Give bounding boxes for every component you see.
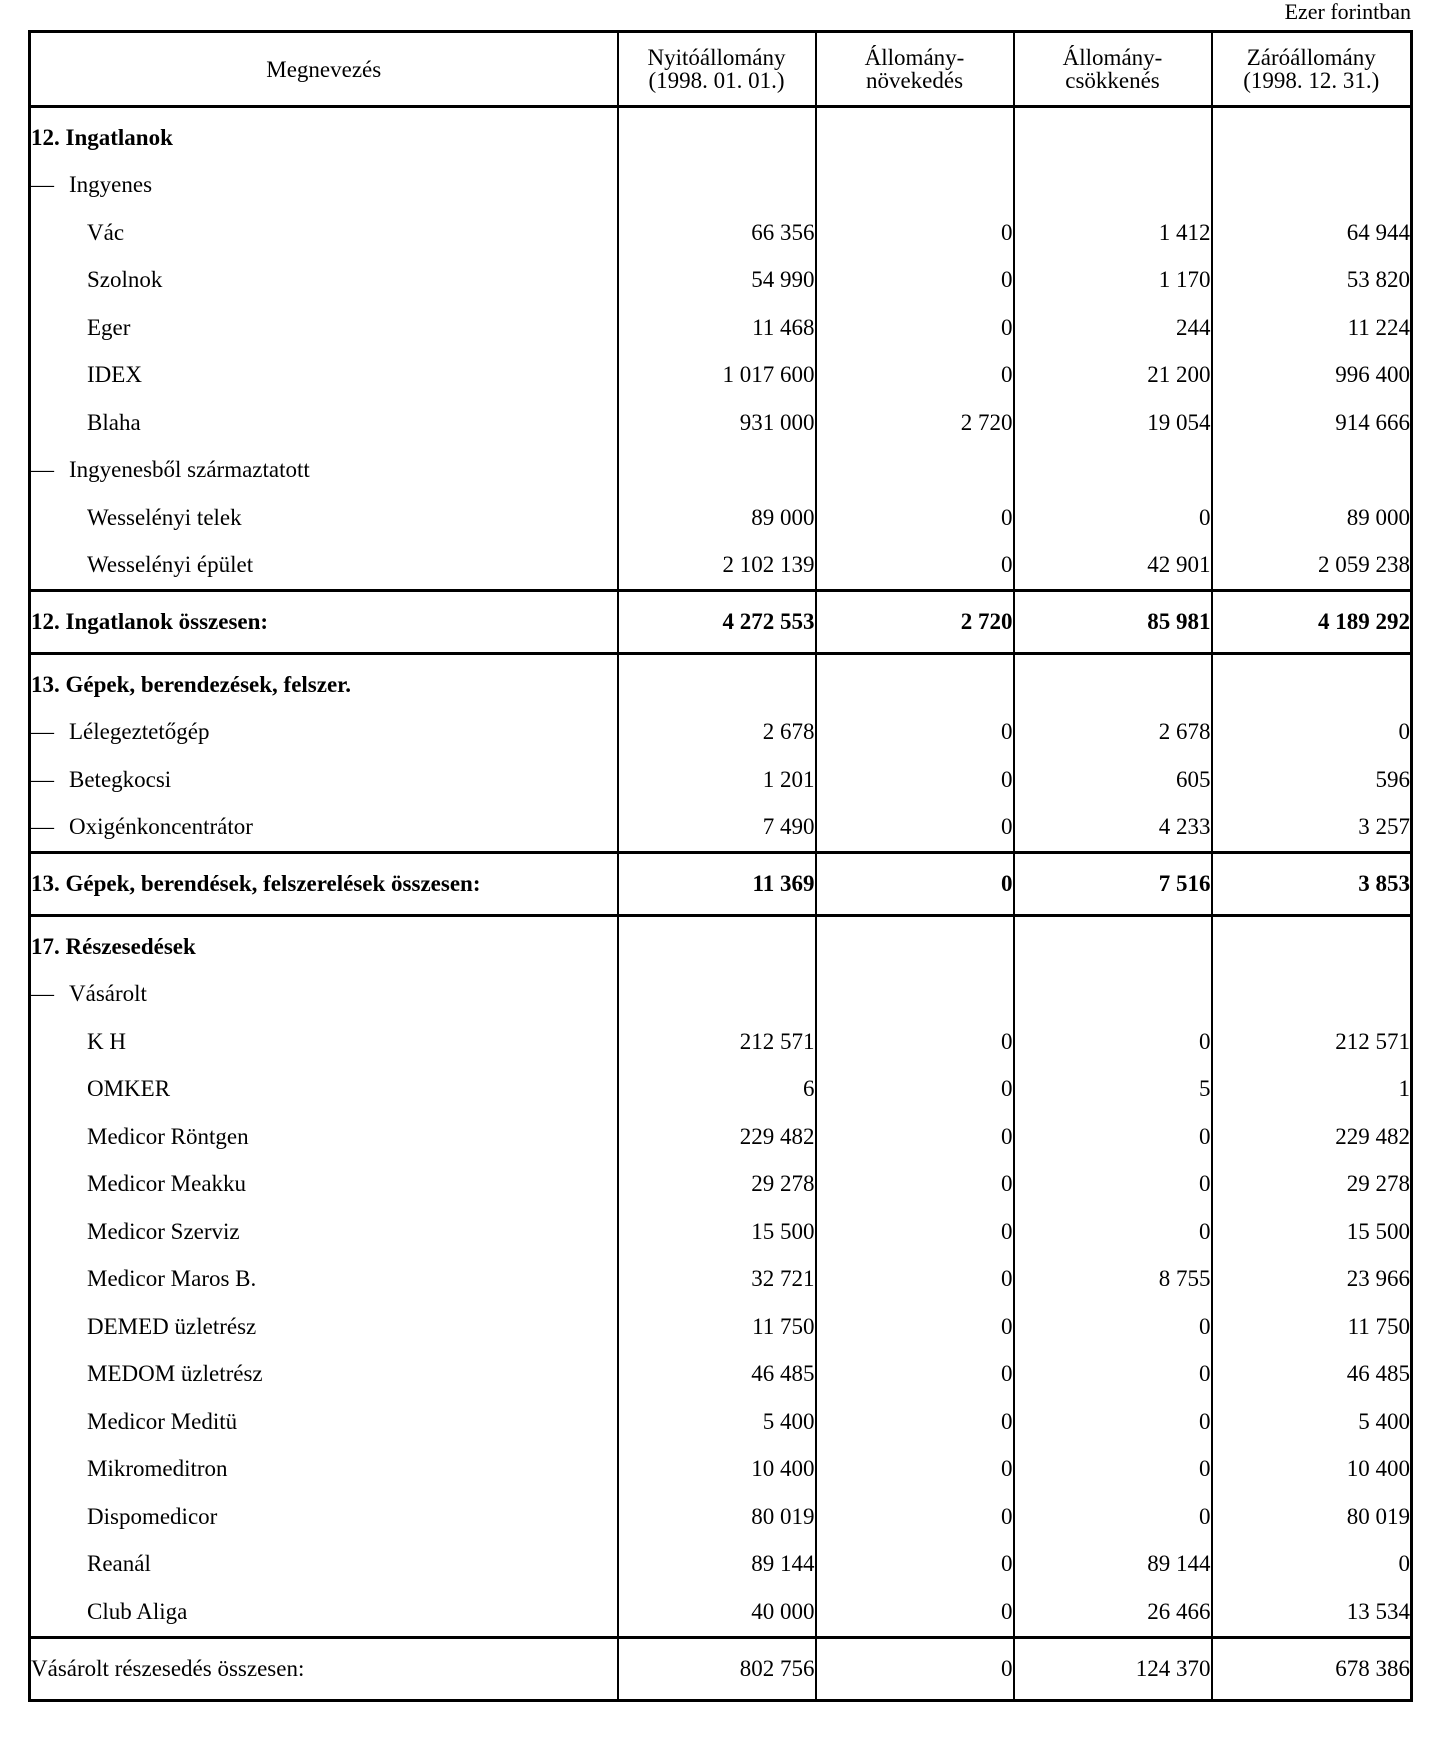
- row-name-cell: [30, 162, 618, 210]
- cell-closing: [1212, 162, 1412, 210]
- cell-decrease: 0: [1014, 1493, 1212, 1541]
- row-name-cell: [30, 1256, 618, 1304]
- table-row: [30, 1351, 1412, 1399]
- cell-closing: 80 019: [1212, 1493, 1412, 1541]
- cell-decrease: [1014, 971, 1212, 1019]
- table-row: [30, 709, 1412, 757]
- header-opening-line1: Nyitóállomány: [647, 45, 786, 70]
- cell-decrease: 244: [1014, 304, 1212, 352]
- cell-decrease: 0: [1014, 1161, 1212, 1209]
- section-row: [30, 107, 1412, 162]
- cell-closing: 212 571: [1212, 1018, 1412, 1066]
- table-row: [30, 1398, 1412, 1446]
- header-closing: [1212, 32, 1412, 107]
- cell-decrease: 0: [1014, 1446, 1212, 1494]
- cell-decrease: 605: [1014, 756, 1212, 804]
- cell-opening: 40 000: [618, 1588, 816, 1637]
- cell-opening: 11 468: [618, 304, 816, 352]
- row-name: Blaha: [87, 409, 141, 435]
- cell-opening: 46 485: [618, 1351, 816, 1399]
- row-name-cell: [30, 1637, 618, 1700]
- cell-opening: 802 756: [618, 1637, 816, 1700]
- cell-decrease: 4 233: [1014, 804, 1212, 853]
- cell-closing: 29 278: [1212, 1161, 1412, 1209]
- cell-decrease: 0: [1014, 1113, 1212, 1161]
- cell-closing: 11 224: [1212, 304, 1412, 352]
- row-name-cell: [30, 352, 618, 400]
- row-name-cell: [30, 853, 618, 916]
- cell-closing: 23 966: [1212, 1256, 1412, 1304]
- cell-closing: [1212, 447, 1412, 495]
- header-increase-line2: növekedés: [865, 68, 964, 93]
- row-name: Mikromeditron: [87, 1456, 228, 1482]
- cell-increase: 0: [816, 304, 1014, 352]
- unit-label: Ezer forintban: [1284, 0, 1411, 24]
- cell-closing: 5 400: [1212, 1398, 1412, 1446]
- cell-increase: [816, 654, 1014, 709]
- row-name-cell: [30, 1588, 618, 1637]
- row-name-cell: [30, 756, 618, 804]
- row-name-cell: [30, 209, 618, 257]
- table-row: [30, 542, 1412, 591]
- table-row: [30, 1588, 1412, 1637]
- cell-closing: 0: [1212, 709, 1412, 757]
- cell-opening: 32 721: [618, 1256, 816, 1304]
- table-row: [30, 494, 1412, 542]
- cell-decrease: 1 170: [1014, 257, 1212, 305]
- cell-increase: 0: [816, 756, 1014, 804]
- table-row: [30, 257, 1412, 305]
- cell-increase: [816, 107, 1014, 162]
- dash-marker: —: [31, 981, 54, 1007]
- cell-opening: [618, 107, 816, 162]
- cell-opening: 6: [618, 1066, 816, 1114]
- cell-opening: [618, 916, 816, 971]
- cell-increase: 0: [816, 1161, 1014, 1209]
- cell-opening: 11 369: [618, 853, 816, 916]
- row-name: Lélegeztetőgép: [69, 719, 210, 745]
- cell-increase: 0: [816, 209, 1014, 257]
- cell-opening: [618, 447, 816, 495]
- cell-decrease: 0: [1014, 1208, 1212, 1256]
- table-row: [30, 209, 1412, 257]
- cell-closing: 678 386: [1212, 1637, 1412, 1700]
- header-name: [30, 32, 618, 107]
- cell-decrease: 26 466: [1014, 1588, 1212, 1637]
- cell-increase: [816, 162, 1014, 210]
- dash-marker: —: [31, 719, 54, 745]
- row-name-cell: [30, 304, 618, 352]
- cell-opening: 212 571: [618, 1018, 816, 1066]
- row-name-cell: [30, 916, 618, 971]
- row-name-cell: [30, 971, 618, 1019]
- cell-increase: 0: [816, 352, 1014, 400]
- cell-increase: [816, 916, 1014, 971]
- row-name: Vásárolt: [69, 981, 147, 1007]
- cell-closing: [1212, 971, 1412, 1019]
- row-name-cell: [30, 447, 618, 495]
- row-name-cell: [30, 1161, 618, 1209]
- cell-closing: 0: [1212, 1541, 1412, 1589]
- cell-decrease: 0: [1014, 1351, 1212, 1399]
- row-name-cell: [30, 1398, 618, 1446]
- cell-increase: 0: [816, 542, 1014, 591]
- header-increase: [816, 32, 1014, 107]
- table-row: [30, 1066, 1412, 1114]
- cell-opening: [618, 971, 816, 1019]
- cell-opening: 4 272 553: [618, 591, 816, 654]
- row-name-cell: [30, 399, 618, 447]
- row-name: Club Aliga: [87, 1598, 188, 1624]
- row-name-cell: [30, 591, 618, 654]
- cell-opening: 2 102 139: [618, 542, 816, 591]
- cell-increase: 0: [816, 1446, 1014, 1494]
- cell-decrease: [1014, 447, 1212, 495]
- row-name-cell: [30, 1113, 618, 1161]
- cell-opening: 10 400: [618, 1446, 816, 1494]
- cell-closing: 596: [1212, 756, 1412, 804]
- cell-increase: 2 720: [816, 591, 1014, 654]
- row-name-cell: [30, 107, 618, 162]
- cell-increase: 0: [816, 1256, 1014, 1304]
- cell-increase: 0: [816, 1493, 1014, 1541]
- cell-increase: 0: [816, 804, 1014, 853]
- total-row: [30, 853, 1412, 916]
- cell-decrease: [1014, 654, 1212, 709]
- table-row: [30, 756, 1412, 804]
- row-name: Medicor Szerviz: [87, 1218, 240, 1244]
- table-row: [30, 1256, 1412, 1304]
- header-closing-line2: (1998. 12. 31.): [1243, 68, 1380, 93]
- cell-decrease: [1014, 162, 1212, 210]
- cell-opening: 2 678: [618, 709, 816, 757]
- cell-closing: 229 482: [1212, 1113, 1412, 1161]
- cell-closing: 914 666: [1212, 399, 1412, 447]
- table-row: [30, 1161, 1412, 1209]
- header-decrease-line1: Állomány-: [1062, 45, 1163, 70]
- cell-opening: 89 144: [618, 1541, 816, 1589]
- cell-opening: [618, 162, 816, 210]
- row-name: Dispomedicor: [87, 1503, 218, 1529]
- cell-decrease: [1014, 916, 1212, 971]
- row-name: MEDOM üzletrész: [87, 1361, 263, 1387]
- cell-opening: 1 017 600: [618, 352, 816, 400]
- cell-increase: 0: [816, 257, 1014, 305]
- cell-closing: 10 400: [1212, 1446, 1412, 1494]
- cell-closing: [1212, 654, 1412, 709]
- row-name: Oxigénkoncentrátor: [69, 814, 253, 840]
- cell-opening: 229 482: [618, 1113, 816, 1161]
- cell-decrease: 2 678: [1014, 709, 1212, 757]
- cell-closing: 996 400: [1212, 352, 1412, 400]
- cell-opening: 1 201: [618, 756, 816, 804]
- cell-closing: 46 485: [1212, 1351, 1412, 1399]
- cell-decrease: 0: [1014, 494, 1212, 542]
- row-name: Ingyenes: [69, 172, 153, 198]
- row-name: Medicor Maros B.: [87, 1266, 257, 1292]
- cell-decrease: 0: [1014, 1398, 1212, 1446]
- row-name: Reanál: [87, 1551, 151, 1577]
- cell-opening: 15 500: [618, 1208, 816, 1256]
- dash-marker: —: [31, 172, 54, 198]
- cell-increase: 0: [816, 709, 1014, 757]
- header-opening-line2: (1998. 01. 01.): [648, 68, 785, 93]
- cell-increase: 0: [816, 1066, 1014, 1114]
- row-name-cell: [30, 1208, 618, 1256]
- row-name: 13. Gépek, berendezések, felszer.: [31, 671, 352, 697]
- table-row: [30, 447, 1412, 495]
- header-row: [30, 32, 1412, 107]
- cell-decrease: 21 200: [1014, 352, 1212, 400]
- cell-closing: 3 257: [1212, 804, 1412, 853]
- header-increase-line1: Állomány-: [864, 45, 965, 70]
- row-name: 12. Ingatlanok: [31, 124, 173, 150]
- table-row: [30, 162, 1412, 210]
- cell-closing: 89 000: [1212, 494, 1412, 542]
- cell-closing: 2 059 238: [1212, 542, 1412, 591]
- cell-opening: 11 750: [618, 1303, 816, 1351]
- cell-increase: [816, 971, 1014, 1019]
- total-row: [30, 1637, 1412, 1700]
- cell-opening: 66 356: [618, 209, 816, 257]
- cell-decrease: 0: [1014, 1018, 1212, 1066]
- cell-increase: 0: [816, 494, 1014, 542]
- cell-closing: 11 750: [1212, 1303, 1412, 1351]
- cell-decrease: 124 370: [1014, 1637, 1212, 1700]
- row-name-cell: [30, 804, 618, 853]
- cell-closing: 53 820: [1212, 257, 1412, 305]
- row-name-cell: [30, 1446, 618, 1494]
- cell-increase: 0: [816, 1541, 1014, 1589]
- row-name: Medicor Röntgen: [87, 1123, 249, 1149]
- row-name-cell: [30, 494, 618, 542]
- cell-increase: 0: [816, 1351, 1014, 1399]
- row-name-cell: [30, 1541, 618, 1589]
- row-name-cell: [30, 1303, 618, 1351]
- dash-marker: —: [31, 814, 54, 840]
- cell-increase: 0: [816, 1208, 1014, 1256]
- table-row: [30, 399, 1412, 447]
- cell-opening: 7 490: [618, 804, 816, 853]
- cell-increase: 0: [816, 1588, 1014, 1637]
- table-row: [30, 804, 1412, 853]
- cell-closing: 1: [1212, 1066, 1412, 1114]
- cell-opening: 29 278: [618, 1161, 816, 1209]
- row-name: Vác: [87, 219, 125, 245]
- cell-opening: 80 019: [618, 1493, 816, 1541]
- cell-decrease: 5: [1014, 1066, 1212, 1114]
- header-opening: [618, 32, 816, 107]
- cell-decrease: 85 981: [1014, 591, 1212, 654]
- cell-increase: 0: [816, 1113, 1014, 1161]
- row-name-cell: [30, 1018, 618, 1066]
- dash-marker: —: [31, 766, 54, 792]
- row-name-cell: [30, 542, 618, 591]
- cell-opening: 5 400: [618, 1398, 816, 1446]
- cell-decrease: 0: [1014, 1303, 1212, 1351]
- cell-closing: [1212, 107, 1412, 162]
- header-closing-line1: Záróállomány: [1246, 45, 1376, 70]
- table-row: [30, 1493, 1412, 1541]
- table-row: [30, 1541, 1412, 1589]
- row-name-cell: [30, 709, 618, 757]
- row-name: Vásárolt részesedés összesen:: [31, 1655, 305, 1681]
- table-row: [30, 1018, 1412, 1066]
- cell-closing: 4 189 292: [1212, 591, 1412, 654]
- row-name: Betegkocsi: [69, 766, 172, 792]
- table-row: [30, 1113, 1412, 1161]
- table-row: [30, 1446, 1412, 1494]
- row-name: Medicor Meakku: [87, 1171, 247, 1197]
- cell-increase: 0: [816, 1303, 1014, 1351]
- header-decrease: [1014, 32, 1212, 107]
- row-name: IDEX: [87, 362, 142, 388]
- row-name: Szolnok: [87, 267, 163, 293]
- row-name: Wesselényi telek: [87, 504, 242, 530]
- table-row: [30, 1208, 1412, 1256]
- cell-increase: [816, 447, 1014, 495]
- table-row: [30, 1303, 1412, 1351]
- cell-opening: 931 000: [618, 399, 816, 447]
- header-name-text: Megnevezés: [266, 56, 382, 82]
- row-name-cell: [30, 257, 618, 305]
- row-name: DEMED üzletrész: [87, 1313, 257, 1339]
- row-name-cell: [30, 654, 618, 709]
- row-name: Medicor Meditü: [87, 1408, 238, 1434]
- row-name: Eger: [87, 314, 131, 340]
- cell-decrease: 8 755: [1014, 1256, 1212, 1304]
- cell-decrease: 1 412: [1014, 209, 1212, 257]
- dash-marker: —: [31, 457, 54, 483]
- row-name-cell: [30, 1066, 618, 1114]
- row-name-cell: [30, 1493, 618, 1541]
- asset-table: [28, 30, 1413, 1702]
- cell-decrease: 19 054: [1014, 399, 1212, 447]
- cell-opening: 89 000: [618, 494, 816, 542]
- row-name: Wesselényi épület: [87, 552, 254, 578]
- cell-increase: 0: [816, 853, 1014, 916]
- total-row: [30, 591, 1412, 654]
- cell-opening: [618, 654, 816, 709]
- cell-closing: 64 944: [1212, 209, 1412, 257]
- section-row: [30, 916, 1412, 971]
- table-row: [30, 352, 1412, 400]
- cell-increase: 2 720: [816, 399, 1014, 447]
- section-row: [30, 654, 1412, 709]
- row-name: 12. Ingatlanok összesen:: [31, 609, 269, 634]
- cell-increase: 0: [816, 1398, 1014, 1446]
- row-name: K H: [87, 1028, 126, 1054]
- cell-decrease: 89 144: [1014, 1541, 1212, 1589]
- row-name: Ingyenesből származtatott: [69, 457, 310, 483]
- header-decrease-line2: csökkenés: [1065, 68, 1160, 93]
- cell-closing: 13 534: [1212, 1588, 1412, 1637]
- table-row: [30, 304, 1412, 352]
- row-name-cell: [30, 1351, 618, 1399]
- row-name: 13. Gépek, berendések, felszerelések összesen:: [31, 871, 481, 896]
- cell-closing: 15 500: [1212, 1208, 1412, 1256]
- cell-closing: [1212, 916, 1412, 971]
- cell-decrease: 42 901: [1014, 542, 1212, 591]
- cell-decrease: [1014, 107, 1212, 162]
- row-name: 17. Részesedések: [31, 933, 196, 959]
- table-row: [30, 971, 1412, 1019]
- cell-closing: 3 853: [1212, 853, 1412, 916]
- cell-increase: 0: [816, 1018, 1014, 1066]
- table-body: [30, 107, 1412, 1701]
- cell-opening: 54 990: [618, 257, 816, 305]
- row-name: OMKER: [87, 1076, 171, 1102]
- cell-increase: 0: [816, 1637, 1014, 1700]
- cell-decrease: 7 516: [1014, 853, 1212, 916]
